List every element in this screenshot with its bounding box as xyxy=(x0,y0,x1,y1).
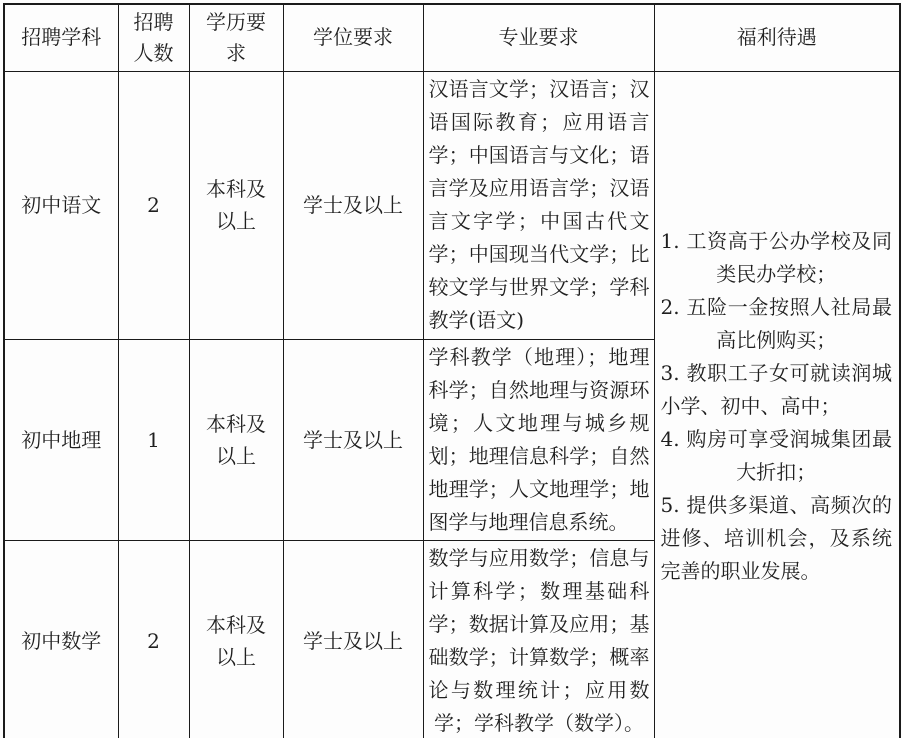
benefit-item: 4. 购房可享受润城集团最大折扣； xyxy=(660,426,892,484)
benefit-item: 1. 工资高于公办学校及同类民办学校； xyxy=(660,228,892,286)
education-cell: 本科及以上 xyxy=(189,540,283,738)
header-count: 招聘人数 xyxy=(118,4,189,71)
degree-cell: 学士及以上 xyxy=(283,540,423,738)
benefit-item: 2. 五险一金按照人社局最高比例购买； xyxy=(660,294,892,352)
degree-cell: 学士及以上 xyxy=(283,339,423,540)
count-cell: 2 xyxy=(118,71,189,339)
header-degree: 学位要求 xyxy=(283,4,423,71)
recruitment-table xyxy=(3,3,901,738)
education-cell: 本科及以上 xyxy=(189,71,283,339)
header-subject: 招聘学科 xyxy=(4,4,118,71)
subject-cell: 初中数学 xyxy=(4,540,118,738)
benefit-item: 3. 教职工子女可就读润城小学、初中、高中； xyxy=(660,360,892,418)
count-cell: 2 xyxy=(118,540,189,738)
subject-cell: 初中地理 xyxy=(4,339,118,540)
benefits-cell xyxy=(654,71,900,738)
header-benefits: 福利待遇 xyxy=(654,4,900,71)
majors-cell: 学科教学（地理）；地理科学；自然地理与资源环境；人文地理与城乡规划；地理信息科学；自然地理学；人文地理学；地图学与地理信息系统。 xyxy=(423,339,654,540)
majors-cell: 数学与应用数学；信息与计算科学；数理基础科学；数据计算及应用；基础数学；计算数学；概率论与数理统计；应用数学；学科教学（数学）。 xyxy=(423,540,654,738)
education-cell: 本科及以上 xyxy=(189,339,283,540)
header-majors: 专业要求 xyxy=(423,4,654,71)
header-education: 学历要求 xyxy=(189,4,283,71)
header-row xyxy=(4,4,900,71)
count-cell: 1 xyxy=(118,339,189,540)
benefit-item: 5. 提供多渠道、高频次的进修、培训机会，及系统完善的职业发展。 xyxy=(660,492,892,583)
table-row-chinese xyxy=(4,71,900,339)
degree-cell: 学士及以上 xyxy=(283,71,423,339)
subject-cell: 初中语文 xyxy=(4,71,118,339)
majors-cell: 汉语言文学；汉语言；汉语国际教育；应用语言学；中国语言与文化；语言学及应用语言学；汉语言文字学；中国古代文学；中国现当代文学；比较文学与世界文学；学科教学(语文) xyxy=(423,71,654,339)
